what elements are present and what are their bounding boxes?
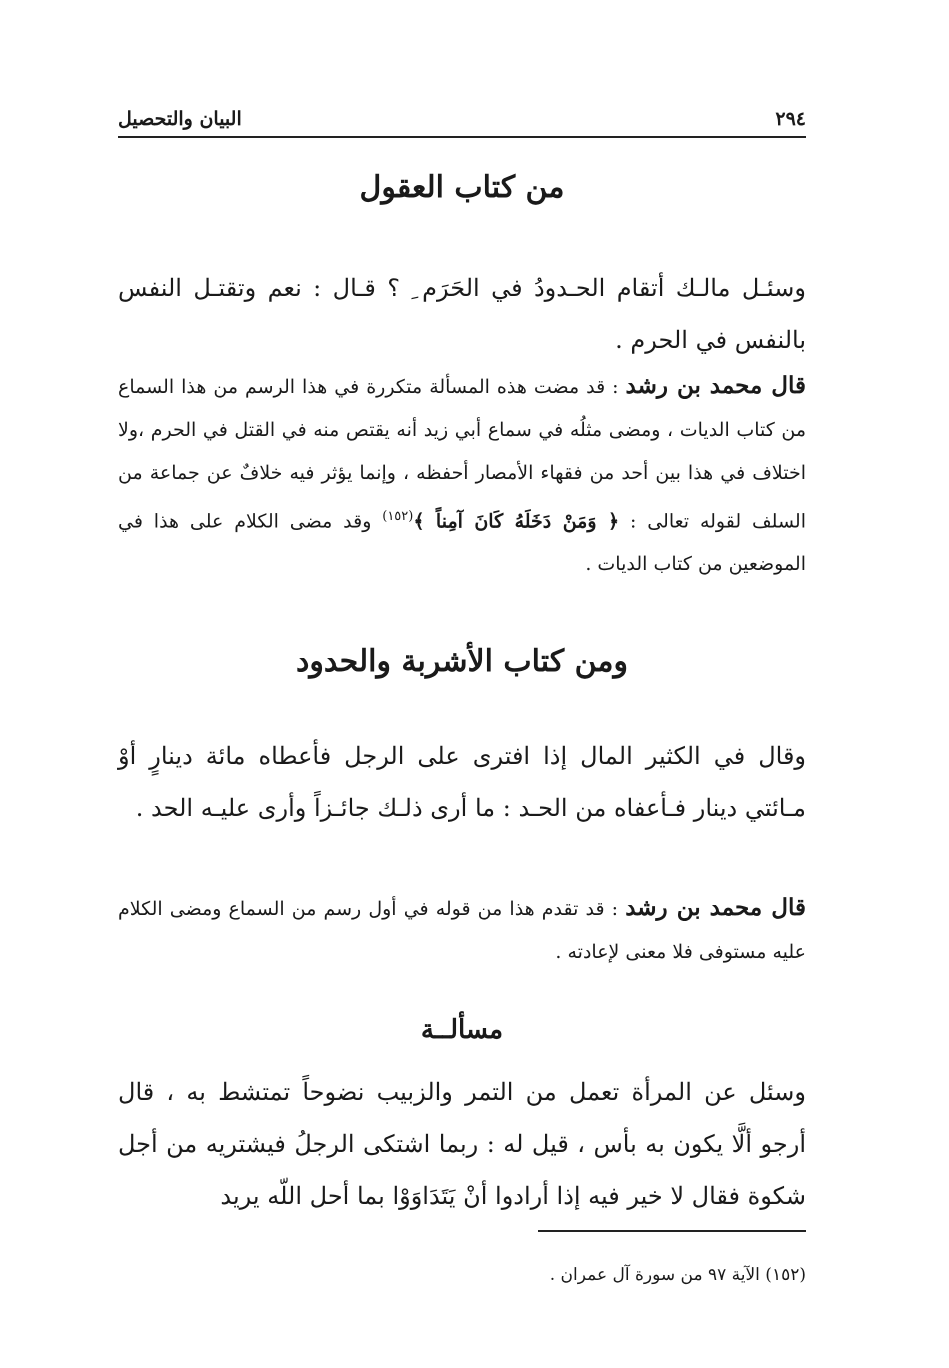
book-title: البيان والتحصيل bbox=[118, 108, 242, 130]
page-number: ٢٩٤ bbox=[775, 108, 806, 130]
section-title-masala: مسألــة bbox=[420, 1015, 504, 1045]
masala-paragraph: وسئل عن المرأة تعمل من التمر والزبيب نضوحاً تمتشط به ، قال أرجو ألَّا يكون به بأس ، قيل له : ربما اشتكى الرجلُ فيشتريه من أجل شكوة فقال لا خير فيه إذا أرادوا أنْ يَتَدَاوَوْا بما أحل اللّه يريد bbox=[118, 1078, 806, 1210]
footnote-divider bbox=[538, 1230, 806, 1232]
commentary-paragraph-2 bbox=[118, 886, 806, 974]
question-paragraph: وسئـل مالـك أتقام الحـدودُ في الحَرَم ِ ؟ قـال : نعم وتقتـل النفس بالنفس في الحرم . bbox=[118, 274, 806, 354]
section-title-aqul: من كتاب العقول bbox=[359, 170, 565, 205]
footnote-marker: (١٥٢) bbox=[382, 509, 414, 524]
commentary-label: قال محمد بن رشد bbox=[625, 372, 806, 399]
footnote: (١٥٢) الآية ٩٧ من سورة آل عمران . bbox=[549, 1265, 806, 1285]
commentary-paragraph bbox=[118, 364, 806, 586]
commentary-text-2: : قد تقدم هذا من قوله في أول رسم من السماع ومضى الكلام عليه مستوفى فلا معنى لإعادته . bbox=[118, 898, 806, 963]
commentary-label-2: قال محمد بن رشد bbox=[625, 894, 806, 921]
quran-quote: ﴿ وَمَنْ دَخَلَهُ كَانَ آمِناً ﴾ bbox=[413, 510, 620, 533]
running-header bbox=[118, 102, 806, 138]
commentary-text-end: وقد مضى الكلام على هذا في الموضعين من كتاب الديات . bbox=[118, 510, 806, 576]
commentary-text: : قد مضت هذه المسألة متكررة في هذا الرسم من هذا السماع من كتاب الديات ، ومضى مثلُه في سماع أبي زيد أنه يقتص منه في القتل في الحرم ،ولا اختلاف في هذا بين أحد من فقهاء الأمصار أحفظه ، وإنما يؤثر فيه خلافٌ عن جماعة من السلف لقوله تعالى : bbox=[118, 376, 806, 533]
statement-paragraph: وقال في الكثير المال إذا افترى على الرجل فأعطاه مائة دينارٍ أوْ مـائتي دينار فـأعفاه من الحـد : ما أرى ذلـك جائـزاً وأرى عليـه الحد . bbox=[118, 742, 806, 822]
section-title-ashriba: ومن كتاب الأشربة والحدود bbox=[296, 644, 628, 679]
